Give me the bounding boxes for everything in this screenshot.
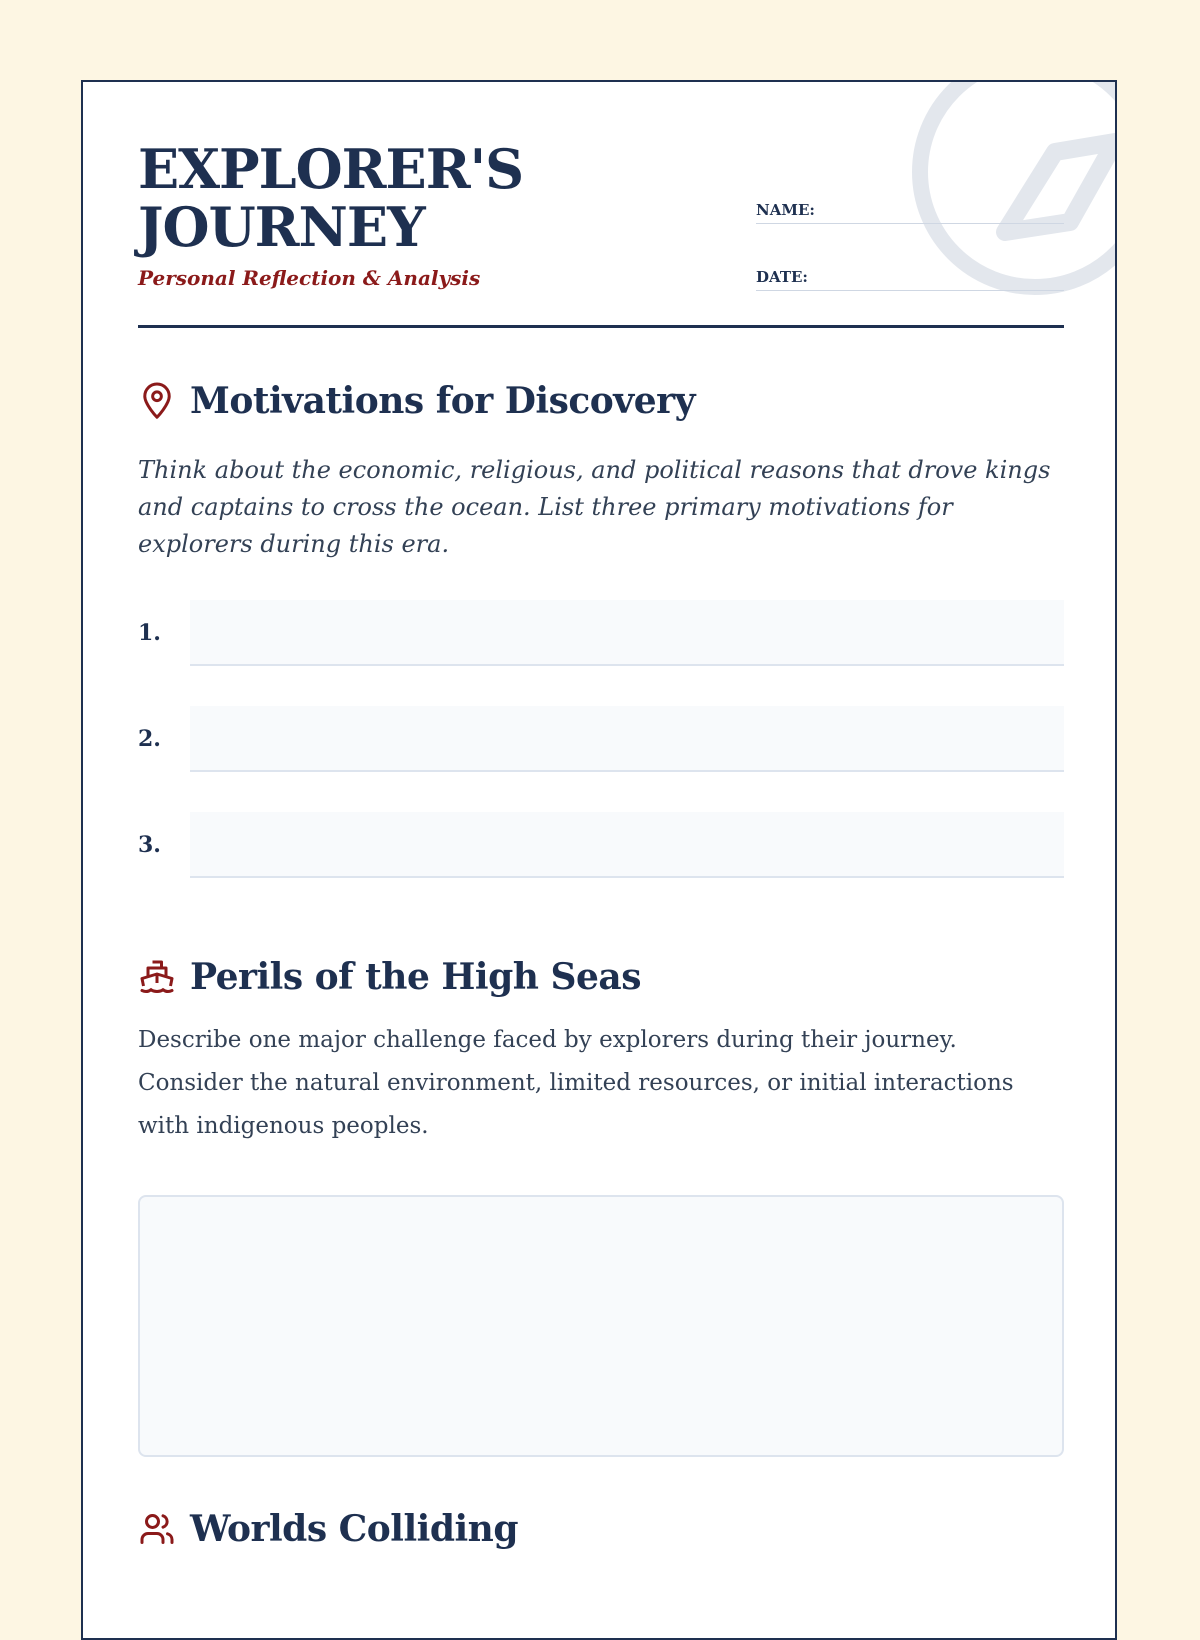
date-label: DATE: <box>756 268 808 286</box>
page-title-line2: JOURNEY <box>138 195 425 259</box>
answer-number-3: 3. <box>138 832 161 858</box>
page-title-line1: EXPLORER'S <box>138 137 524 201</box>
answer-number-1: 1. <box>138 620 161 646</box>
name-field[interactable] <box>756 199 1064 224</box>
section-motivations-title: Motivations for Discovery <box>190 380 695 422</box>
section-motivations-prompt: Think about the economic, religious, and political reasons that drove kings and captains to cross the ocean. List three primary motivations for explorers during this era. <box>138 456 1051 558</box>
name-label: NAME: <box>756 201 815 219</box>
answer-row-1 <box>138 600 1064 666</box>
date-field[interactable] <box>756 266 1064 291</box>
section-motivations-heading <box>138 377 695 425</box>
section-perils-title: Perils of the High Seas <box>190 956 641 998</box>
ship-icon <box>138 958 176 996</box>
users-icon <box>138 1510 176 1548</box>
perils-answer-box[interactable] <box>138 1195 1064 1457</box>
section-perils-prompt: Describe one major challenge faced by explorers during their journey. Consider the natural environment, limited resources, or initial interactions with indigenous peoples. <box>138 1027 1014 1139</box>
section-worlds-heading <box>138 1505 518 1553</box>
worksheet-page <box>81 80 1117 1640</box>
answer-row-2 <box>138 706 1064 772</box>
section-perils-heading <box>138 953 641 1001</box>
answer-input-3[interactable] <box>190 812 1064 878</box>
page-subtitle: Personal Reflection & Analysis <box>138 266 481 290</box>
map-pin-icon <box>138 382 176 420</box>
header-divider <box>138 325 1064 328</box>
page-title <box>138 137 524 259</box>
section-worlds-title: Worlds Colliding <box>190 1508 519 1550</box>
answer-input-2[interactable] <box>190 706 1064 772</box>
answer-number-2: 2. <box>138 726 161 752</box>
answer-row-3 <box>138 812 1064 878</box>
answer-input-1[interactable] <box>190 600 1064 666</box>
